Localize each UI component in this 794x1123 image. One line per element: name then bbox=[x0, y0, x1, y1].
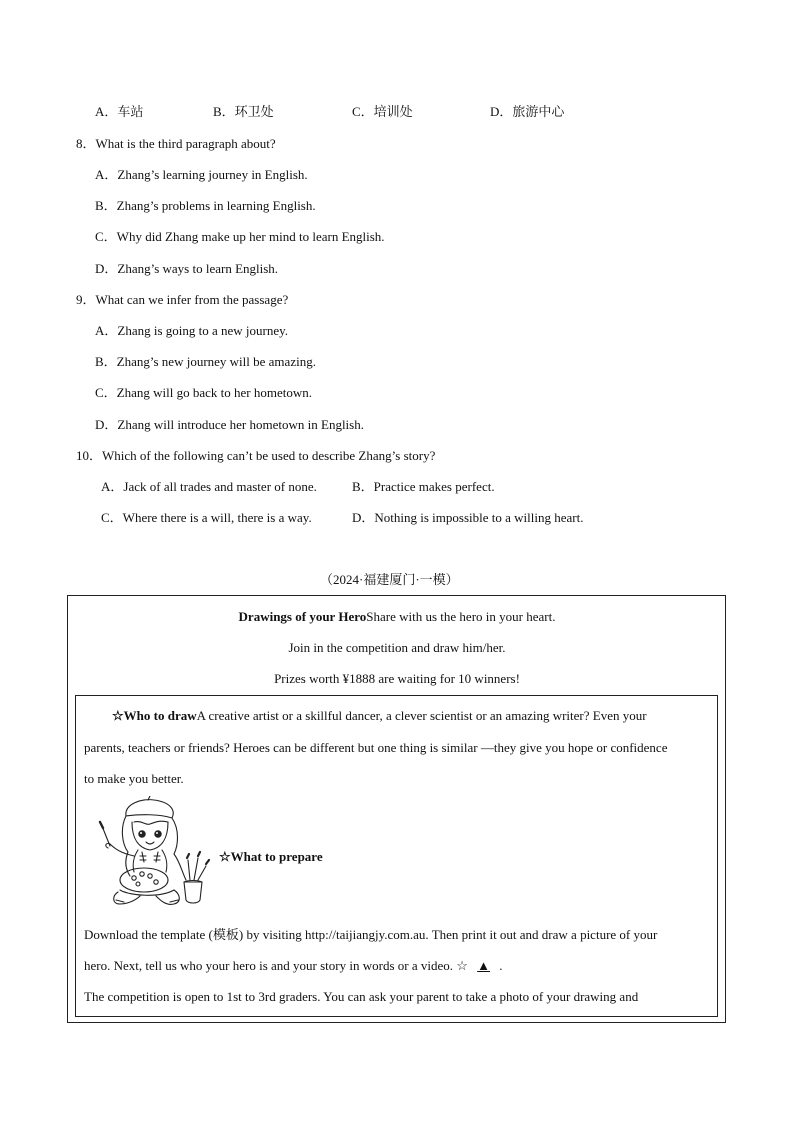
q9-option-c: C．Zhang will go back to her hometown. bbox=[95, 385, 312, 400]
prepare-text-2-end: . bbox=[499, 958, 503, 973]
q9-option-d: D．Zhang will introduce her hometown in English. bbox=[95, 417, 364, 432]
notice-line-3: Prizes worth ¥1888 are waiting for 10 winners! bbox=[274, 671, 520, 686]
notice-title-rest: Share with us the hero in your heart. bbox=[366, 609, 556, 624]
q10-stem: 10．Which of the following can’t be used to describe Zhang’s story? bbox=[76, 448, 436, 463]
q9-stem: 9．What can we infer from the passage? bbox=[76, 292, 289, 307]
q7-option-b: B．环卫处 bbox=[213, 104, 274, 119]
q7-option-a: A．车站 bbox=[95, 104, 144, 119]
notice-line-2: Join in the competition and draw him/her. bbox=[288, 640, 506, 655]
notice-title: Drawings of your Hero bbox=[238, 609, 367, 624]
who-line-1 bbox=[84, 708, 710, 724]
who-heading: ☆Who to draw bbox=[112, 708, 197, 723]
q7-option-d: D．旅游中心 bbox=[490, 104, 565, 119]
q8-option-b: B．Zhang’s problems in learning English. bbox=[95, 198, 316, 213]
prepare-line-3: The competition is open to 1st to 3rd graders. You can ask your parent to take a photo of your drawing and bbox=[84, 989, 639, 1004]
q10-option-b: B．Practice makes perfect. bbox=[352, 479, 495, 494]
answer-blank: ▲ bbox=[477, 958, 491, 973]
q9-option-b: B．Zhang’s new journey will be amazing. bbox=[95, 354, 316, 369]
q10-option-c: C．Where there is a will, there is a way. bbox=[101, 510, 312, 525]
prepare-heading: ☆What to prepare bbox=[219, 849, 323, 864]
q8-option-d: D．Zhang’s ways to learn English. bbox=[95, 261, 279, 276]
girl-painting-illustration bbox=[90, 796, 214, 914]
source-label: （2024·福建厦门·一模） bbox=[320, 572, 459, 587]
who-line-3: to make you better. bbox=[84, 771, 184, 786]
who-line-2: parents, teachers or friends? Heroes can be different but one thing is similar —they give you hope or confidence bbox=[84, 740, 668, 755]
q7-option-c: C．培训处 bbox=[352, 104, 413, 119]
who-text-1: A creative artist or a skillful dancer, a clever scientist or an amazing writer? Even your bbox=[196, 708, 647, 723]
q7-options bbox=[0, 104, 794, 120]
q8-option-c: C．Why did Zhang make up her mind to learn English. bbox=[95, 229, 385, 244]
q10-option-a: A．Jack of all trades and master of none. bbox=[101, 479, 317, 494]
q10-option-d: D．Nothing is impossible to a willing heart. bbox=[352, 510, 584, 525]
prepare-line-1: Download the template (模板) by visiting http://taijiangjy.com.au. Then print it out and draw a picture of your bbox=[84, 927, 658, 942]
q9-option-a: A．Zhang is going to a new journey. bbox=[95, 323, 289, 338]
q8-stem: 8．What is the third paragraph about? bbox=[76, 136, 276, 151]
notice-title-line bbox=[0, 609, 794, 625]
prepare-text-2: hero. Next, tell us who your hero is and your story in words or a video. ☆ bbox=[84, 958, 468, 973]
q8-option-a: A．Zhang’s learning journey in English. bbox=[95, 167, 308, 182]
prepare-line-2 bbox=[84, 958, 710, 974]
